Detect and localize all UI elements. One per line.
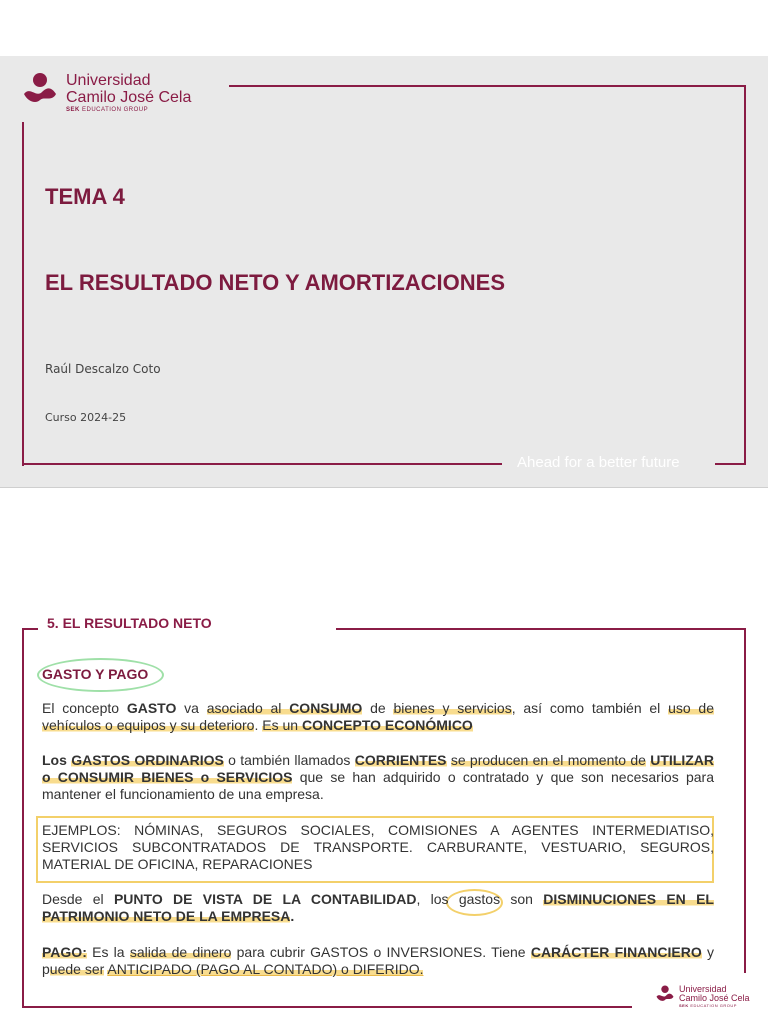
content-slide — [0, 600, 768, 1024]
frame-line — [22, 1006, 632, 1008]
paragraph-gasto: El concepto GASTO va asociado al CONSUMO de bienes y servicios, así como también el uso de vehículos o equipos y su deterioro. Es un CONCEPTO ECONÓMICO — [42, 700, 714, 733]
section-title: 5. EL RESULTADO NETO — [47, 615, 212, 631]
author: Raúl Descalzo Coto — [45, 362, 161, 376]
frame-line — [715, 463, 746, 465]
subheading: GASTO Y PAGO — [42, 666, 149, 682]
paragraph-gastos-ordinarios: Los GASTOS ORDINARIOS o también llamados CORRIENTES se producen en el momento de UTILIZAR o CONSUMIR BIENES o SERVICIOS que se han adquirido o contratado y que son necesarios para mantener el funcionamiento de una empresa. — [42, 752, 715, 802]
tagline: Ahead for a better future — [517, 454, 680, 471]
slide-title: EL RESULTADO NETO Y AMORTIZACIONES — [45, 270, 506, 295]
paragraph-examples: EJEMPLOS: NÓMINAS, SEGUROS SOCIALES, COMISIONES A AGENTES INTERMEDIATISO, SERVICIOS SUBCONTRATADOS DE TRANSPORTE. CARBURANTE, VESTUARIO, SEGUROS, MATERIAL DE OFICINA, REPARACIONES — [42, 822, 714, 872]
frame-line — [744, 85, 746, 465]
logo-name-line2: Camilo José Cela — [66, 89, 192, 106]
topic-number: TEMA 4 — [45, 184, 125, 209]
frame-line — [22, 463, 502, 465]
logo-subtitle: SEK EDUCATION GROUP — [679, 1003, 737, 1008]
frame-line — [22, 122, 24, 466]
logo-name-line2: Camilo José Cela — [679, 993, 750, 1003]
logo-name-line1: Universidad — [66, 72, 151, 89]
frame-line — [229, 85, 746, 87]
frame-line — [744, 628, 746, 973]
frame-line — [22, 628, 24, 1008]
title-slide — [0, 56, 768, 488]
paragraph-pago: PAGO: Es la salida de dinero para cubrir GASTOS o INVERSIONES. Tiene CARÁCTER FINANCIERO y puede ser ANTICIPADO (PAGO AL CONTADO) o DIFERIDO. — [42, 944, 714, 977]
logo-mark-icon — [655, 985, 675, 1003]
frame-line — [336, 628, 746, 630]
course-year: Curso 2024-25 — [45, 411, 127, 424]
university-logo — [22, 72, 191, 114]
logo-name-line1: Universidad — [679, 984, 727, 994]
logo-mark-icon — [22, 72, 58, 106]
university-logo-small — [655, 985, 750, 1008]
frame-line — [22, 628, 38, 630]
paragraph-contabilidad: Desde el PUNTO DE VISTA DE LA CONTABILIDAD, los gastos son DISMINUCIONES EN EL PATRIMONIO NETO DE LA EMPRESA. — [42, 891, 714, 924]
logo-subtitle: SEK EDUCATION GROUP — [66, 107, 149, 113]
